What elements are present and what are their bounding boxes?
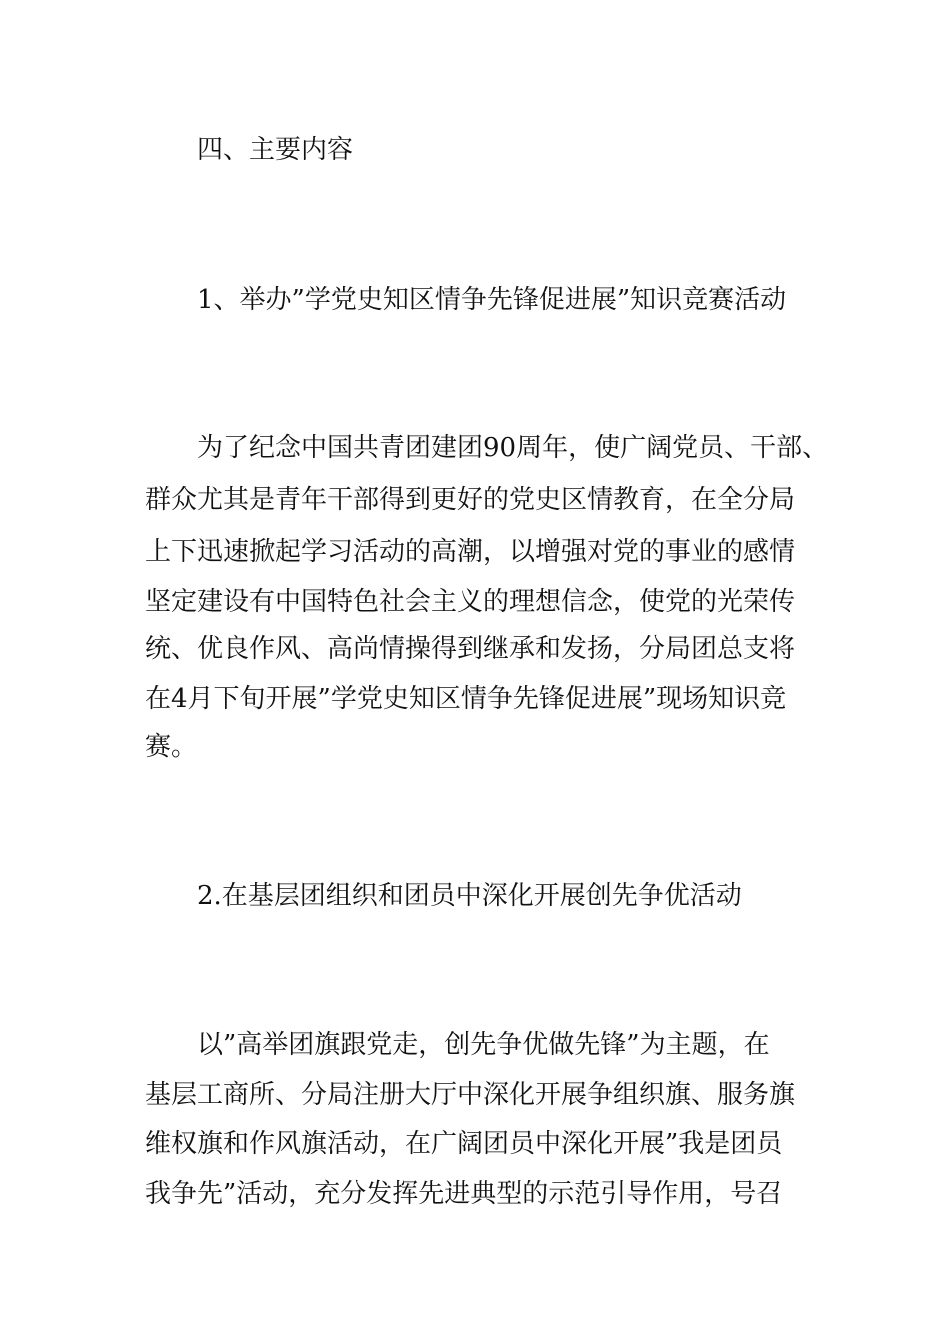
- paragraph-line: 上下迅速掀起学习活动的高潮，以增强对党的事业的感情: [145, 537, 796, 567]
- item1-heading: 1、举办”学党史知区情争先锋促进展”知识竞赛活动: [197, 285, 787, 315]
- paragraph-line: 我争先”活动，充分发挥先进典型的示范引导作用，号召: [145, 1179, 783, 1209]
- paragraph-line: 群众尤其是青年干部得到更好的党史区情教育，在全分局: [145, 485, 796, 515]
- paragraph-line: 基层工商所、分局注册大厅中深化开展争组织旗、服务旗: [145, 1080, 796, 1110]
- paragraph-line: 以”高举团旗跟党走，创先争优做先锋”为主题，在: [197, 1030, 770, 1060]
- paragraph-line: 统、优良作风、高尚情操得到继承和发扬，分局团总支将: [145, 634, 796, 664]
- paragraph-line: 维权旗和作风旗活动，在广阔团员中深化开展”我是团员: [145, 1129, 783, 1159]
- item2-heading: 2.在基层团组织和团员中深化开展创先争优活动: [197, 881, 742, 911]
- section-heading: 四、主要内容: [197, 135, 354, 165]
- paragraph-line: 在4月下旬开展”学党史知区情争先锋促进展”现场知识竞: [145, 684, 787, 714]
- paragraph-line: 为了纪念中国共青团建团90周年，使广阔党员、干部、: [197, 433, 829, 463]
- paragraph-line: 坚定建设有中国特色社会主义的理想信念，使党的光荣传: [145, 587, 796, 617]
- paragraph-line: 赛。: [145, 732, 198, 762]
